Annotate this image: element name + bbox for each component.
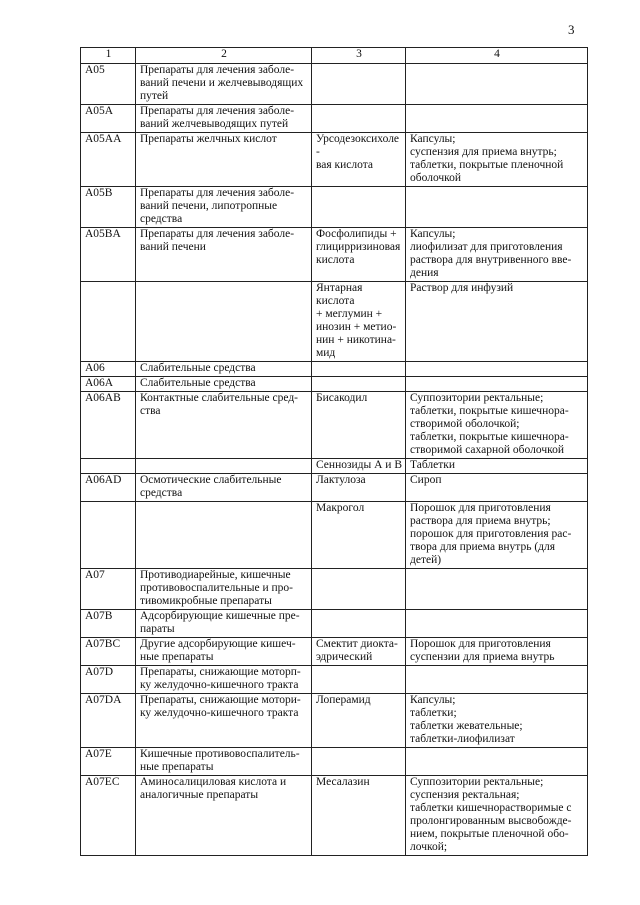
atc-code-cell: A05A (81, 105, 136, 133)
pharmacological-group-cell (136, 502, 312, 569)
pharmacological-group-cell: Препараты, снижающие мотори- ку желудочно-кишечного тракта (136, 694, 312, 748)
dosage-form-cell (406, 64, 588, 105)
pharmacological-group-cell: Осмотические слабительные средства (136, 474, 312, 502)
atc-code-cell: A07D (81, 666, 136, 694)
pharmacological-group-cell: Препараты желчных кислот (136, 133, 312, 187)
table-row (81, 105, 588, 133)
table-row (81, 133, 588, 187)
drug-name-cell: Урсодезоксихоле- вая кислота (312, 133, 406, 187)
drug-table (80, 47, 588, 856)
drug-name-cell: Янтарная кислота + меглумин + инозин + метио- нин + никотина- мид (312, 282, 406, 362)
drug-name-cell (312, 362, 406, 377)
column-header: 2 (136, 48, 312, 64)
table-row (81, 638, 588, 666)
pharmacological-group-cell: Адсорбирующие кишечные пре- параты (136, 610, 312, 638)
atc-code-cell: A06A (81, 377, 136, 392)
drug-name-cell: Бисакодил (312, 392, 406, 459)
dosage-form-cell: Суппозитории ректальные; таблетки, покрытые кишечнора- створимой оболочкой; таблетки, покрытые кишечнора- створимой сахарной оболочкой (406, 392, 588, 459)
dosage-form-cell: Раствор для инфузий (406, 282, 588, 362)
pharmacological-group-cell: Слабительные средства (136, 362, 312, 377)
atc-code-cell: A07BC (81, 638, 136, 666)
atc-code-cell: A07DA (81, 694, 136, 748)
drug-name-cell (312, 569, 406, 610)
table-row (81, 392, 588, 459)
drug-name-cell: Смектит диокта- эдрический (312, 638, 406, 666)
dosage-form-cell: Порошок для приготовления раствора для приема внутрь; порошок для приготовления рас- твора для приема внутрь (для детей) (406, 502, 588, 569)
table-row (81, 502, 588, 569)
dosage-form-cell (406, 377, 588, 392)
drug-name-cell (312, 377, 406, 392)
dosage-form-cell: Таблетки (406, 459, 588, 474)
atc-code-cell: A05 (81, 64, 136, 105)
pharmacological-group-cell: Аминосалициловая кислота и аналогичные препараты (136, 776, 312, 856)
atc-code-cell: A07B (81, 610, 136, 638)
pharmacological-group-cell: Препараты для лечения заболе- ваний печени, липотропные средства (136, 187, 312, 228)
table-row (81, 187, 588, 228)
table-row (81, 569, 588, 610)
dosage-form-cell (406, 569, 588, 610)
atc-code-cell: A06AB (81, 392, 136, 459)
atc-code-cell: A06AD (81, 474, 136, 502)
dosage-form-cell: Капсулы; таблетки; таблетки жевательные; таблетки-лиофилизат (406, 694, 588, 748)
dosage-form-cell (406, 748, 588, 776)
dosage-form-cell (406, 666, 588, 694)
atc-code-cell (81, 282, 136, 362)
column-header: 3 (312, 48, 406, 64)
drug-name-cell (312, 666, 406, 694)
drug-name-cell: Фосфолипиды + глицирризиновая кислота (312, 228, 406, 282)
table-row (81, 459, 588, 474)
drug-name-cell (312, 64, 406, 105)
atc-code-cell (81, 459, 136, 474)
drug-name-cell: Макрогол (312, 502, 406, 569)
dosage-form-cell (406, 105, 588, 133)
table-row (81, 474, 588, 502)
dosage-form-cell: Порошок для приготовления суспензии для приема внутрь (406, 638, 588, 666)
drug-name-cell (312, 748, 406, 776)
pharmacological-group-cell: Препараты, снижающие моторп- ку желудочно-кишечного тракта (136, 666, 312, 694)
pharmacological-group-cell: Противодиарейные, кишечные противовоспалительные и про- тивомикробные препараты (136, 569, 312, 610)
pharmacological-group-cell: Другие адсорбирующие кишеч- ные препараты (136, 638, 312, 666)
page-number: 3 (568, 22, 575, 37)
dosage-form-cell: Капсулы; суспензия для приема внутрь; таблетки, покрытые пленочной оболочкой (406, 133, 588, 187)
dosage-form-cell (406, 610, 588, 638)
atc-code-cell: A05BA (81, 228, 136, 282)
column-header: 1 (81, 48, 136, 64)
dosage-form-cell: Суппозитории ректальные; суспензия ректальная; таблетки кишечнорастворимые с пролонгированным высвобожде- нием, покрытые пленочной обо- лочкой; (406, 776, 588, 856)
pharmacological-group-cell: Препараты для лечения заболе- ваний желчевыводящих путей (136, 105, 312, 133)
drug-name-cell: Сеннозиды А и В (312, 459, 406, 474)
atc-code-cell: A05AA (81, 133, 136, 187)
table-row (81, 776, 588, 856)
column-header: 4 (406, 48, 588, 64)
table-header-row (81, 48, 588, 64)
atc-code-cell: A06 (81, 362, 136, 377)
atc-code-cell: A07EC (81, 776, 136, 856)
table-body (81, 64, 588, 856)
drug-name-cell: Лактулоза (312, 474, 406, 502)
table-row (81, 666, 588, 694)
table-row (81, 362, 588, 377)
table-row (81, 694, 588, 748)
atc-code-cell (81, 502, 136, 569)
table-row (81, 64, 588, 105)
drug-name-cell (312, 105, 406, 133)
drug-name-cell (312, 610, 406, 638)
dosage-form-cell: Капсулы; лиофилизат для приготовления раствора для внутривенного вве- дения (406, 228, 588, 282)
pharmacological-group-cell: Слабительные средства (136, 377, 312, 392)
dosage-form-cell (406, 362, 588, 377)
table-row (81, 610, 588, 638)
table-row (81, 377, 588, 392)
atc-code-cell: A07 (81, 569, 136, 610)
table-row (81, 228, 588, 282)
table-row (81, 282, 588, 362)
atc-code-cell: A07E (81, 748, 136, 776)
drug-name-cell: Месалазин (312, 776, 406, 856)
dosage-form-cell (406, 187, 588, 228)
atc-code-cell: A05B (81, 187, 136, 228)
pharmacological-group-cell (136, 459, 312, 474)
pharmacological-group-cell (136, 282, 312, 362)
pharmacological-group-cell: Контактные слабительные сред- ства (136, 392, 312, 459)
pharmacological-group-cell: Препараты для лечения заболе- ваний печени (136, 228, 312, 282)
drug-name-cell (312, 187, 406, 228)
pharmacological-group-cell: Препараты для лечения заболе- ваний печени и желчевыводящих путей (136, 64, 312, 105)
pharmacological-group-cell: Кишечные противовоспалитель- ные препараты (136, 748, 312, 776)
drug-name-cell: Лоперамид (312, 694, 406, 748)
table-row (81, 748, 588, 776)
dosage-form-cell: Сироп (406, 474, 588, 502)
